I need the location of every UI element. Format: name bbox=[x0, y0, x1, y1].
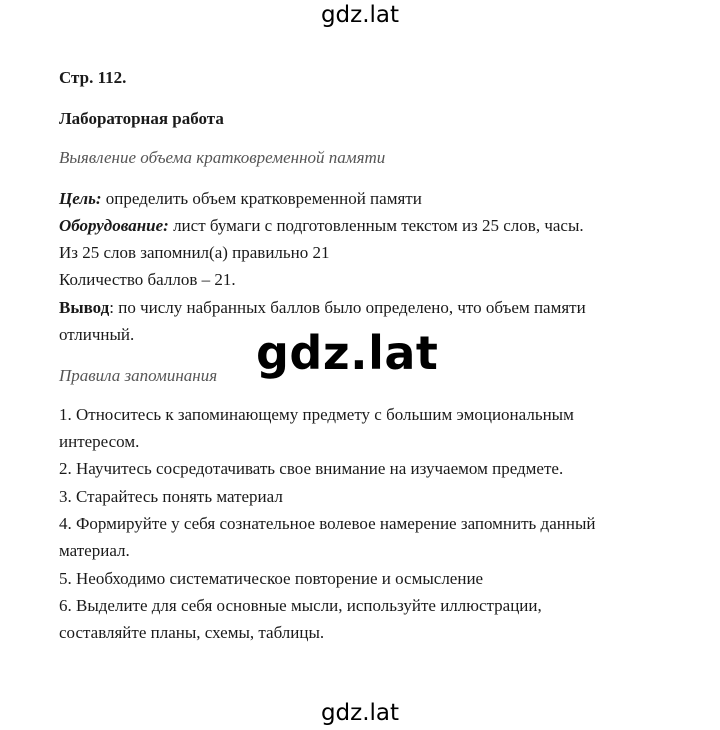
rule-6: 6. Выделите для себя основные мысли, используйте иллюстрации, bbox=[59, 596, 542, 615]
goal-label: Цель: bbox=[59, 189, 102, 208]
equipment-text: лист бумаги с подготовленным текстом из 25 слов, часы. bbox=[168, 216, 584, 235]
conclusion-line bbox=[59, 298, 586, 318]
conclusion-continuation: отличный. bbox=[59, 325, 135, 344]
rule-4-continuation: материал. bbox=[59, 541, 130, 560]
rule-3: 3. Старайтесь понять материал bbox=[59, 487, 283, 506]
rule-2: 2. Научитесь сосредотачивать свое внимание на изучаемом предмете. bbox=[59, 459, 564, 478]
conclusion-text: : по числу набранных баллов было определено, что объем памяти bbox=[109, 298, 586, 317]
watermark-bottom: gdz.lat bbox=[320, 700, 400, 726]
goal-text: определить объем кратковременной памяти bbox=[101, 189, 422, 208]
result-line: Из 25 слов запомнил(а) правильно 21 bbox=[59, 243, 330, 262]
document-subtitle: Выявление объема кратковременной памяти bbox=[59, 148, 386, 167]
page-label: Стр. 112. bbox=[59, 68, 127, 87]
document-title: Лабораторная работа bbox=[59, 109, 224, 128]
score-line: Количество баллов – 21. bbox=[59, 270, 236, 289]
rule-6-continuation: составляйте планы, схемы, таблицы. bbox=[59, 623, 325, 642]
conclusion-label: Вывод bbox=[59, 298, 110, 317]
rule-4: 4. Формируйте у себя сознательное волевое намерение запомнить данный bbox=[59, 514, 596, 533]
equipment-label: Оборудование: bbox=[59, 216, 169, 235]
watermark-top: gdz.lat bbox=[320, 2, 400, 28]
equipment-line bbox=[59, 216, 584, 236]
rules-heading: Правила запоминания bbox=[59, 366, 218, 385]
rule-1-continuation: интересом. bbox=[59, 432, 140, 451]
goal-line bbox=[59, 189, 422, 209]
rule-1: 1. Относитесь к запоминающему предмету с большим эмоциональным bbox=[59, 405, 574, 424]
rule-5: 5. Необходимо систематическое повторение и осмысление bbox=[59, 569, 484, 588]
watermark-middle: gdz.lat bbox=[256, 326, 439, 380]
